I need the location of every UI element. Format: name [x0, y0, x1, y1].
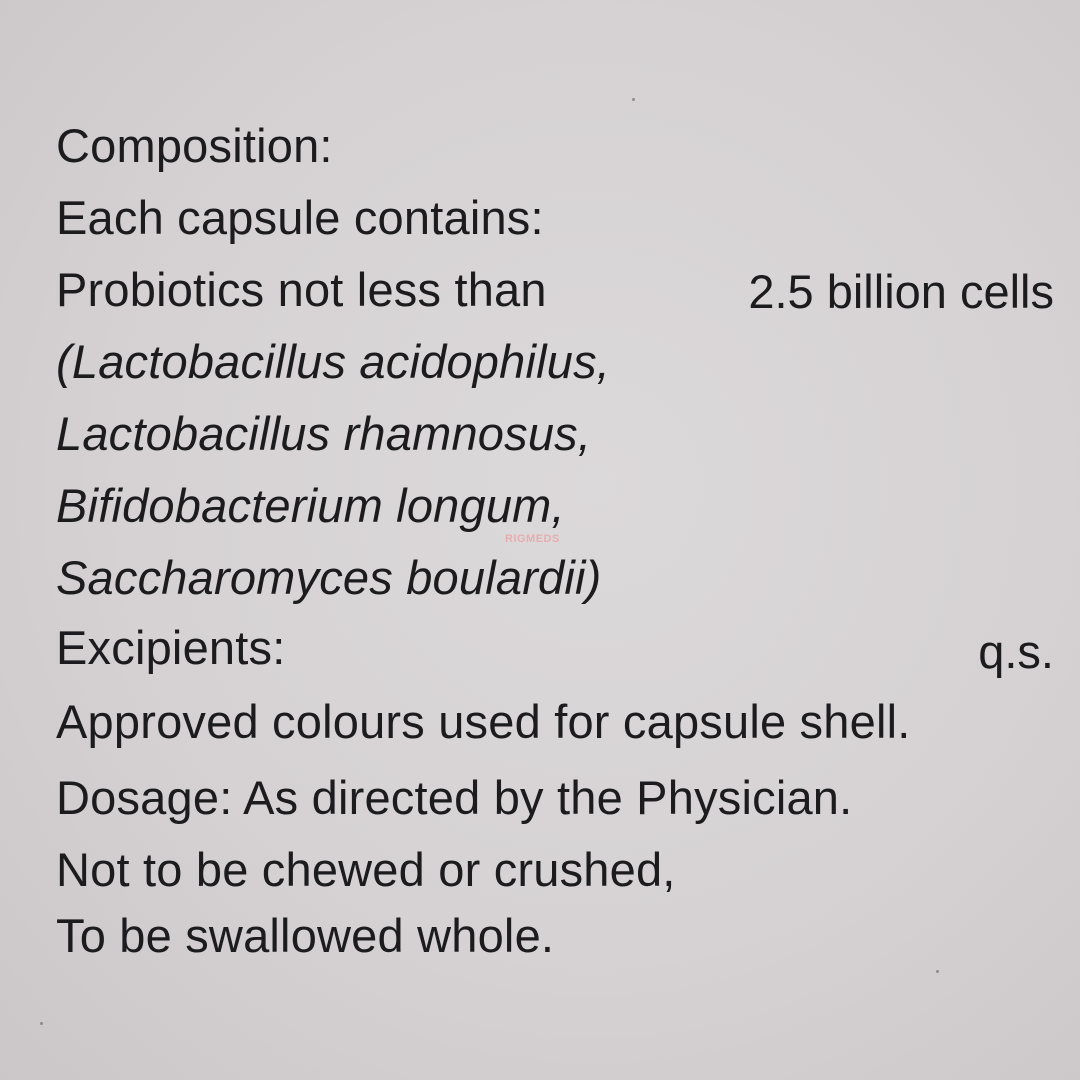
probiotics-label: Probiotics not less than [56, 263, 547, 316]
each-capsule-line: Each capsule contains: [56, 191, 544, 244]
probiotics-value: 2.5 billion cells [748, 265, 1054, 318]
excipients-value: q.s. [978, 625, 1054, 678]
dosage-line: Dosage: As directed by the Physician. [56, 771, 853, 824]
composition-heading: Composition: [56, 119, 333, 172]
instruction-line: Not to be chewed or crushed, [56, 843, 676, 896]
strain-item: Saccharomyces boulardii) [56, 551, 602, 604]
strain-item: (Lactobacillus acidophilus, [56, 335, 611, 388]
paper-speck [40, 1022, 43, 1025]
excipients-label: Excipients: [56, 621, 286, 674]
paper-speck [936, 970, 939, 973]
instruction-line: To be swallowed whole. [56, 909, 555, 962]
watermark: RIGMEDS [505, 533, 560, 545]
strain-item: Lactobacillus rhamnosus, [56, 407, 592, 460]
strain-item: Bifidobacterium longum, [56, 479, 565, 532]
colours-note: Approved colours used for capsule shell. [56, 695, 911, 748]
paper-speck [632, 98, 635, 101]
